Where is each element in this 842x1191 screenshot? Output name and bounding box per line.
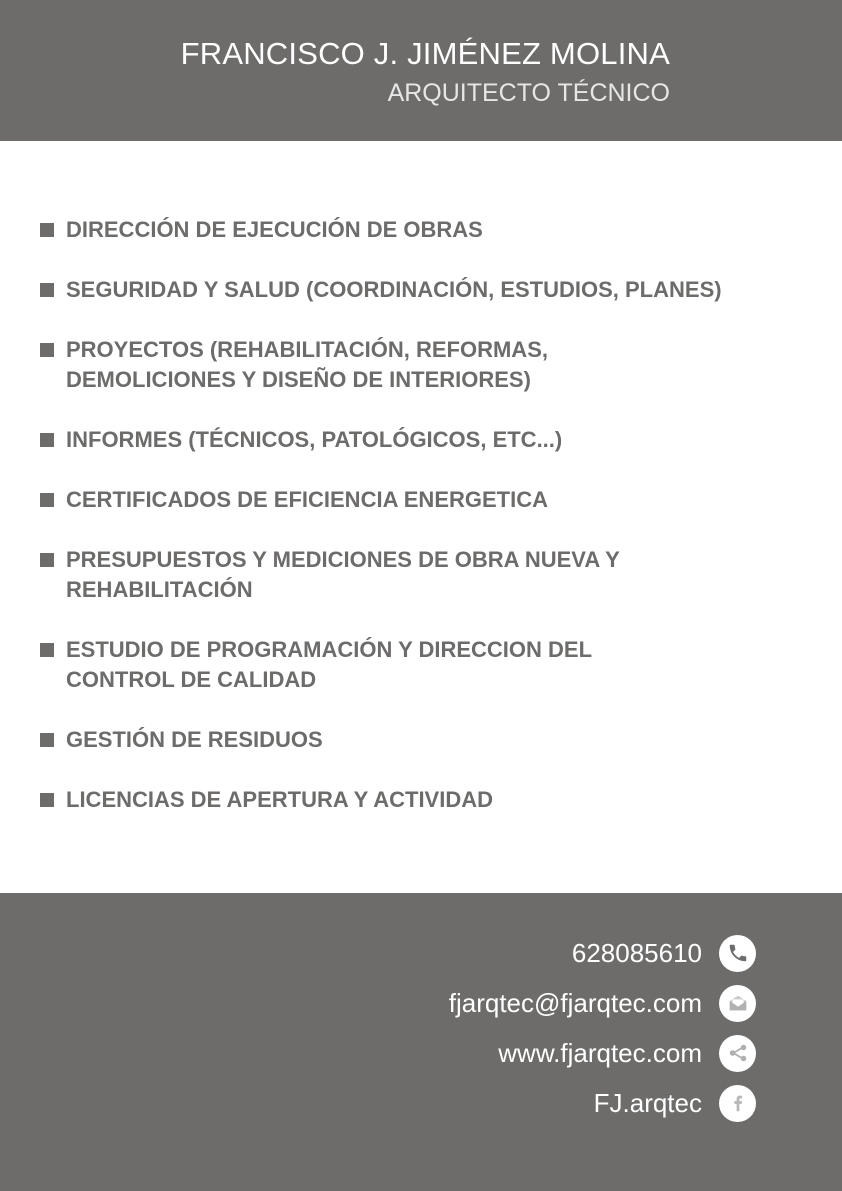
- email-address[interactable]: fjarqtec@fjarqtec.com: [448, 987, 702, 1018]
- service-text: REHABILITACIÓN: [66, 577, 253, 602]
- service-item: [40, 485, 830, 515]
- service-item: [40, 635, 830, 695]
- service-text: DEMOLICIONES Y DISEÑO DE INTERIORES): [66, 367, 531, 392]
- email-icon[interactable]: [719, 985, 756, 1022]
- job-title: ARQUITECTO TÉCNICO: [387, 79, 670, 107]
- facebook-icon[interactable]: [719, 1085, 756, 1122]
- service-item: [40, 785, 830, 815]
- square-bullet-icon: [40, 643, 54, 657]
- services-list: [40, 215, 830, 845]
- service-item: [40, 275, 830, 305]
- service-item: [40, 215, 830, 245]
- service-item: [40, 335, 830, 395]
- contact-website-row[interactable]: [498, 1034, 756, 1072]
- service-text: PROYECTOS (REHABILITACIÓN, REFORMAS,: [66, 337, 548, 362]
- service-text: ESTUDIO DE PROGRAMACIÓN Y DIRECCION DEL: [66, 637, 593, 662]
- header-band: [0, 0, 842, 141]
- share-icon[interactable]: [719, 1035, 756, 1072]
- contact-facebook-row[interactable]: [594, 1084, 756, 1122]
- service-text: PRESUPUESTOS Y MEDICIONES DE OBRA NUEVA Y: [66, 547, 620, 572]
- square-bullet-icon: [40, 553, 54, 567]
- service-item: [40, 425, 830, 455]
- square-bullet-icon: [40, 223, 54, 237]
- service-text: INFORMES (TÉCNICOS, PATOLÓGICOS, ETC...): [66, 427, 563, 452]
- square-bullet-icon: [40, 733, 54, 747]
- contact-email-row[interactable]: [449, 984, 756, 1022]
- square-bullet-icon: [40, 283, 54, 297]
- square-bullet-icon: [40, 433, 54, 447]
- contact-phone-row[interactable]: [572, 934, 756, 972]
- service-text: CONTROL DE CALIDAD: [66, 667, 317, 692]
- service-text: SEGURIDAD Y SALUD (COORDINACIÓN, ESTUDIOS, PLANES): [66, 277, 722, 302]
- square-bullet-icon: [40, 793, 54, 807]
- service-text: DIRECCIÓN DE EJECUCIÓN DE OBRAS: [66, 217, 483, 242]
- phone-icon[interactable]: [719, 935, 756, 972]
- person-name: FRANCISCO J. JIMÉNEZ MOLINA: [180, 36, 670, 71]
- facebook-handle[interactable]: FJ.arqtec: [593, 1087, 702, 1118]
- website-url[interactable]: www.fjarqtec.com: [498, 1037, 702, 1068]
- phone-number[interactable]: 628085610: [571, 937, 702, 968]
- service-item: [40, 725, 830, 755]
- square-bullet-icon: [40, 343, 54, 357]
- contact-band: [0, 893, 842, 1191]
- service-text: CERTIFICADOS DE EFICIENCIA ENERGETICA: [66, 487, 548, 512]
- service-item: [40, 545, 830, 605]
- service-text: GESTIÓN DE RESIDUOS: [66, 727, 323, 752]
- square-bullet-icon: [40, 493, 54, 507]
- service-text: LICENCIAS DE APERTURA Y ACTIVIDAD: [66, 787, 494, 812]
